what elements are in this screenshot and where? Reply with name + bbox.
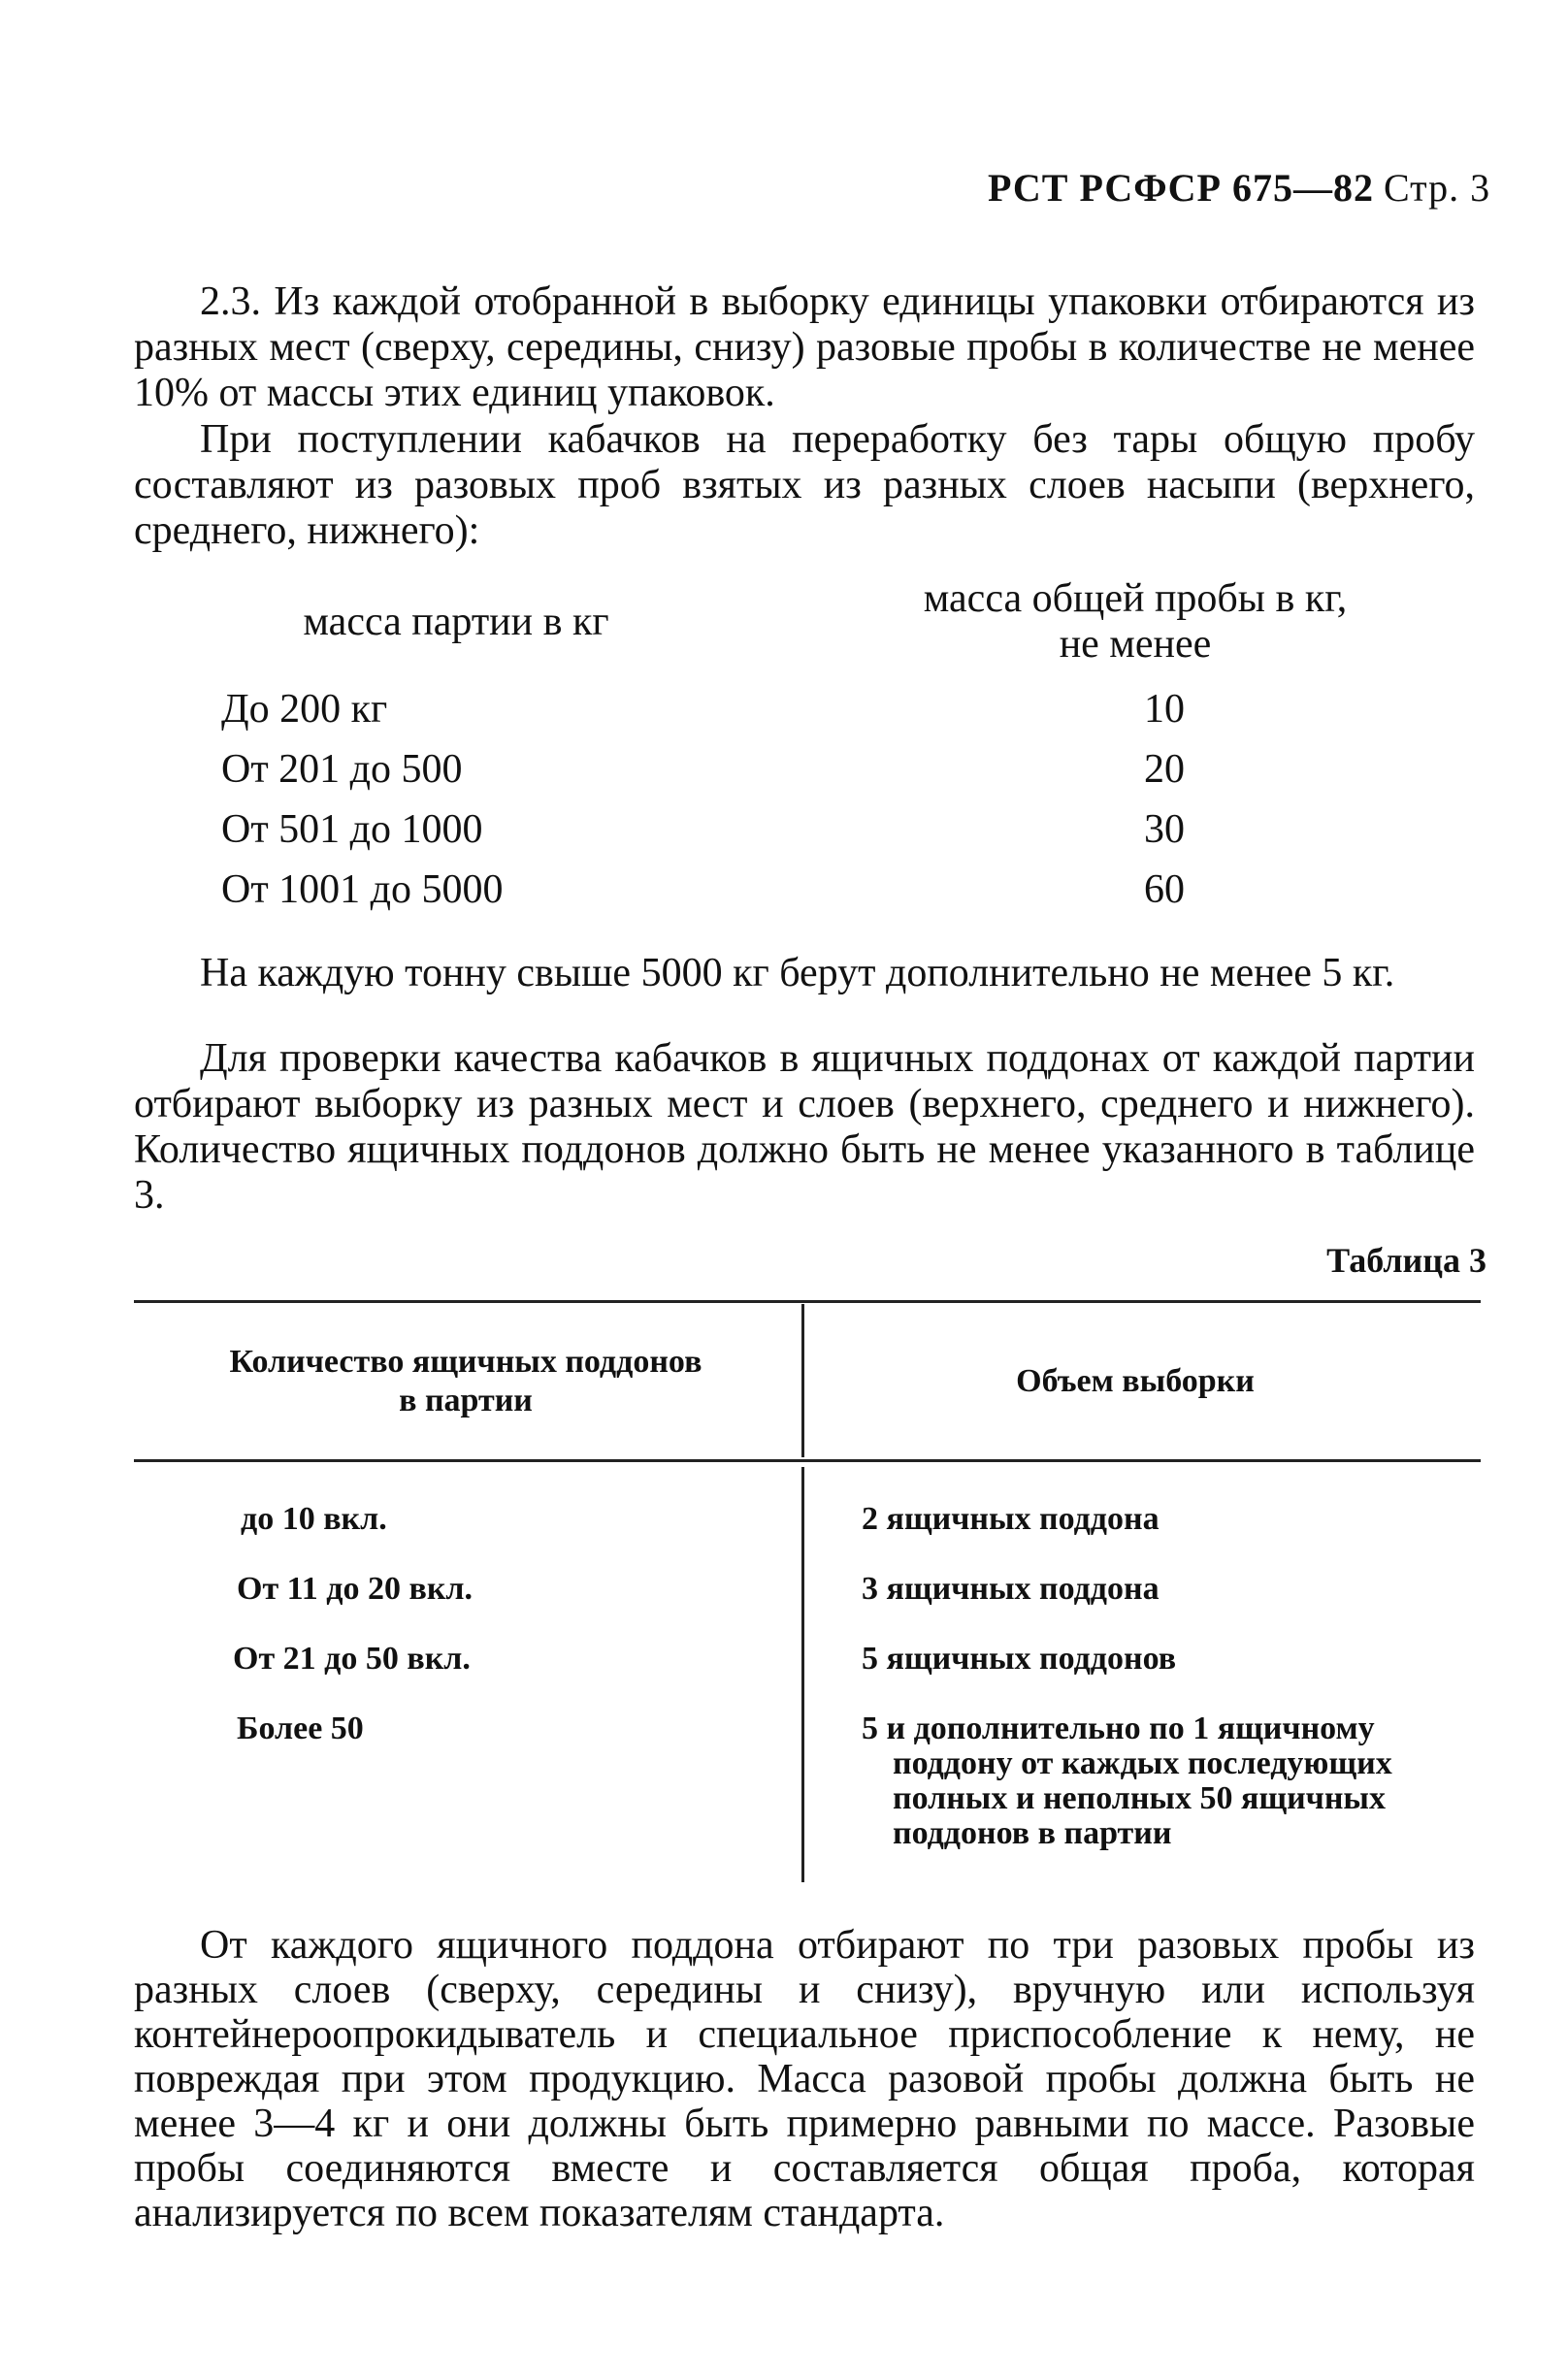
- table-3-sample: 2 ящичных поддона: [862, 1501, 1160, 1537]
- mass-table-col1-header: масса партии в кг: [303, 600, 609, 644]
- table-3-caption: Таблица 3: [1326, 1241, 1486, 1280]
- mass-table-col2-header-line1: масса общей пробы в кг,: [923, 576, 1348, 621]
- mass-table-range: От 1001 до 5000: [221, 867, 504, 912]
- table-3-count: до 10 вкл.: [241, 1501, 387, 1537]
- mass-table-range: До 200 кг: [221, 687, 388, 732]
- mass-table-value: 30: [1144, 807, 1185, 852]
- paragraph-per-tonne: На каждую тонну свыше 5000 кг берут дополнительно не менее 5 кг.: [200, 951, 1395, 995]
- paragraph-2-3: 2.3. Из каждой отобранной в выборку единицы упаковки отбираются из разных мест (сверху, середины, снизу) разовые пробы в количестве не менее 10% от массы этих единиц упаковок.: [134, 279, 1475, 415]
- table-3-header-divider: [801, 1304, 804, 1457]
- table-3-count: Более 50: [237, 1711, 364, 1746]
- paragraph-pallet-sampling: От каждого ящичного поддона отбирают по три разовых пробы из разных слоев (сверху, середины и снизу), вручную или используя контейнероопрокидыватель и специальное приспособление к нему, не повреждая при этом продукцию. Масса разовой пробы должна быть не менее 3—4 кг и они должны быть примерно равными по массе. Разовые пробы соединяются вместе и составляется общая проба, которая анализируется по всем показателям стандарта.: [134, 1923, 1475, 2235]
- mass-table-value: 20: [1144, 747, 1185, 792]
- table-3-header-rule: [134, 1459, 1481, 1462]
- table-3-count: От 21 до 50 вкл.: [233, 1641, 471, 1677]
- table-3-col2-header: Объем выборки: [1016, 1363, 1255, 1399]
- mass-table-col2-header: [834, 576, 1436, 668]
- paragraph-box-pallets: Для проверки качества кабачков в ящичных поддонах от каждой партии отбирают выборку из разных мест и слоев (верхнего, среднего и нижнего). Количество ящичных поддонов должно быть не менее указанного в таблице 3.: [134, 1036, 1475, 1218]
- table-3-body-divider: [801, 1467, 804, 1882]
- paragraph-bulk-sampling: При поступлении кабачков на переработку без тары общую пробу составляют из разовых проб взятых из разных слоев насыпи (верхнего, среднего, нижнего):: [134, 417, 1475, 553]
- standard-number: РСТ РСФСР 675—82: [988, 166, 1374, 210]
- table-3-top-rule: [134, 1300, 1481, 1303]
- table-3-sample: 5 ящичных поддонов: [862, 1641, 1177, 1677]
- table-3-sample: 3 ящичных поддона: [862, 1571, 1160, 1607]
- table-3-count: От 11 до 20 вкл.: [237, 1571, 473, 1607]
- page-number: Стр. 3: [1383, 166, 1491, 210]
- table-3-col1-header: [165, 1343, 767, 1420]
- mass-table-value: 10: [1144, 687, 1185, 732]
- mass-table-range: От 501 до 1000: [221, 807, 483, 852]
- mass-table-col2-header-line2: не менее: [1059, 622, 1212, 667]
- mass-table-range: От 201 до 500: [221, 747, 463, 792]
- table-3-col1-header-line2: в партии: [399, 1383, 533, 1418]
- table-3-sample: 5 и дополнительно по 1 ящичному поддону от каждых последующих полных и неполных 50 ящичных поддонов в партии: [862, 1711, 1392, 1851]
- table-3-col1-header-line1: Количество ящичных поддонов: [229, 1344, 702, 1380]
- page-header: [988, 165, 1490, 211]
- mass-table-value: 60: [1144, 867, 1185, 912]
